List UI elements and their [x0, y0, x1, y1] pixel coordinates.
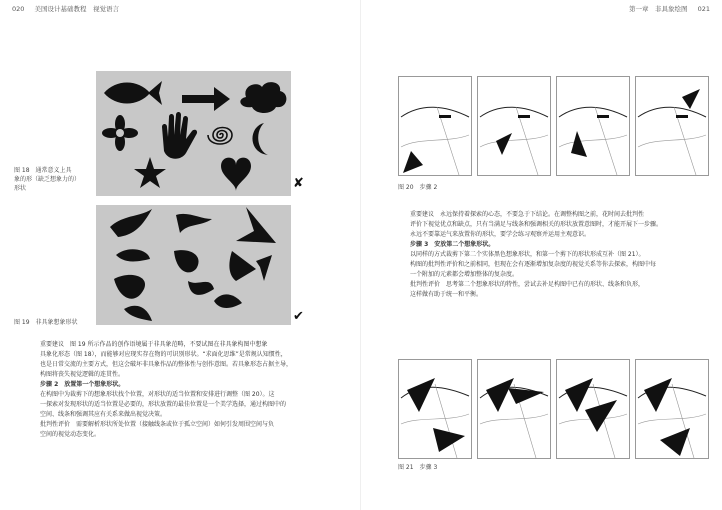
text-line: 一个附加的元素都会增加整体的复杂度。	[410, 271, 519, 278]
figure-18-caption-line: 图 18 通常意义上具	[14, 167, 72, 174]
text-line: 步骤 2 放置第一个想象形状。	[40, 381, 125, 388]
figure-18-panel	[96, 71, 291, 196]
text-line: 一探索对发现形状的适当位置是必要的，形状放置的最佳位置是一个美学选择，通过构图中的	[40, 401, 287, 408]
figure-20-frame-1	[398, 76, 472, 176]
left-running-title: 美国设计基础教程 视觉语言	[34, 5, 119, 13]
text-line: 空间、线条和强调其应有关系来做出视觉决策。	[40, 411, 167, 418]
abstract-shape	[174, 250, 199, 272]
figure-19-shapes	[96, 205, 291, 325]
abstract-shape	[176, 214, 212, 233]
text-line: 这样做有助于统一和平衡。	[410, 291, 483, 298]
text-line: 批判性评价 思考第二个想象形状的特性，尝试去补足构图中已有的形状、线条和负形，	[410, 281, 645, 288]
star-shape	[134, 157, 166, 188]
flower-shape	[102, 115, 138, 151]
figure-18-caption-line: 形状	[14, 185, 27, 192]
right-page-number: 021	[697, 5, 710, 13]
right-running-title: 第一章 非具象绘图	[629, 5, 688, 13]
text-line: 构图将丧失视觉逻辑的连贯性。	[40, 371, 125, 378]
abstract-shape	[256, 255, 272, 281]
text-line: 永远不要靠运气来放置你的形状，要学会练习观察并运用主观意识。	[410, 231, 591, 238]
text-line: 评价下视觉优点和缺点，只有当满足与线条和强调相关的形状放置意图时，才能开展下一步骤。	[410, 221, 663, 228]
right-page-header	[629, 4, 710, 13]
text-line: 批判性评价 需要解析形状所处位置（接触线条或位于孤立空间）如何引发周围空间与负	[40, 421, 275, 428]
text-line: 重要建议 永远保持着探索的心态，不要急于下结论。在调整构图之前，花时间去批判性	[410, 211, 645, 218]
text-line: 以同样的方式裁剪下第二个实体黑色想象形状，和第一个剪下的形状形成互补（图 21）。	[410, 251, 645, 258]
text-line: 也是日常交流的主要方式，但这会破坏非具象作品的整体性与创作意图。若具象形态占据主导，	[40, 361, 293, 368]
left-page-header	[12, 4, 119, 13]
abstract-shape	[236, 207, 276, 243]
abstract-shape	[124, 306, 152, 321]
figure-21-caption: 图 21 步骤 3	[398, 464, 438, 471]
text-line: 在构图中为裁剪下的想象形状找个位置，对形状的适当位置和安排进行调整（图 20）。这	[40, 391, 275, 398]
figure-18-caption-line: 象的形（缺乏想象力的）	[14, 176, 81, 183]
check-mark-icon: ✔	[293, 309, 304, 324]
cloud-shape	[240, 82, 286, 113]
abstract-shape	[116, 249, 150, 261]
abstract-shape	[114, 275, 145, 299]
abstract-shape	[188, 281, 214, 295]
text-line: 具象化形态（图 18），而能够对应现实存在物的可识别形状。“求面化思维”是常规认知惯性，	[40, 351, 287, 358]
text-line: 步骤 3 安放第二个想象形状。	[410, 241, 495, 248]
cross-mark-icon: ✘	[293, 176, 304, 191]
figure-21-frame-3	[556, 359, 630, 459]
figure-20-frame-4	[635, 76, 709, 176]
figure-20-frame-2	[477, 76, 551, 176]
heart-shape	[221, 158, 251, 191]
text-line: 空间的视觉动态变化。	[40, 431, 101, 438]
left-body-text	[40, 340, 350, 440]
moon-shape	[252, 123, 268, 155]
fish-shape	[104, 81, 162, 105]
spiral-shape	[208, 128, 232, 145]
page-fold	[360, 0, 361, 510]
hand-shape	[162, 112, 197, 159]
text-line: 构图的批判性评价和之前相同，但现在会有逐渐增加复杂度的视觉关系等你去探索，构图中每	[410, 261, 657, 268]
figure-21-frame-2	[477, 359, 551, 459]
figure-19-caption: 图 19 非具象想象形状	[14, 319, 78, 326]
figure-18-caption	[14, 166, 80, 193]
left-page-number: 020	[12, 5, 25, 13]
abstract-shape	[214, 294, 242, 308]
figure-21-frame-4	[635, 359, 709, 459]
figure-20-frame-3	[556, 76, 630, 176]
right-body-text	[410, 210, 710, 300]
figure-18-shapes	[96, 71, 291, 196]
text-line: 重要建议 图 19 所示作品的创作语境属于非具象范畴，不要试图在非具象构图中想象	[40, 341, 268, 348]
abstract-shape	[110, 209, 152, 237]
arrow-shape	[182, 87, 230, 111]
figure-21-frame-1	[398, 359, 472, 459]
figure-20-caption: 图 20 步骤 2	[398, 184, 438, 191]
abstract-shape	[229, 251, 256, 281]
figure-19-panel	[96, 205, 291, 325]
